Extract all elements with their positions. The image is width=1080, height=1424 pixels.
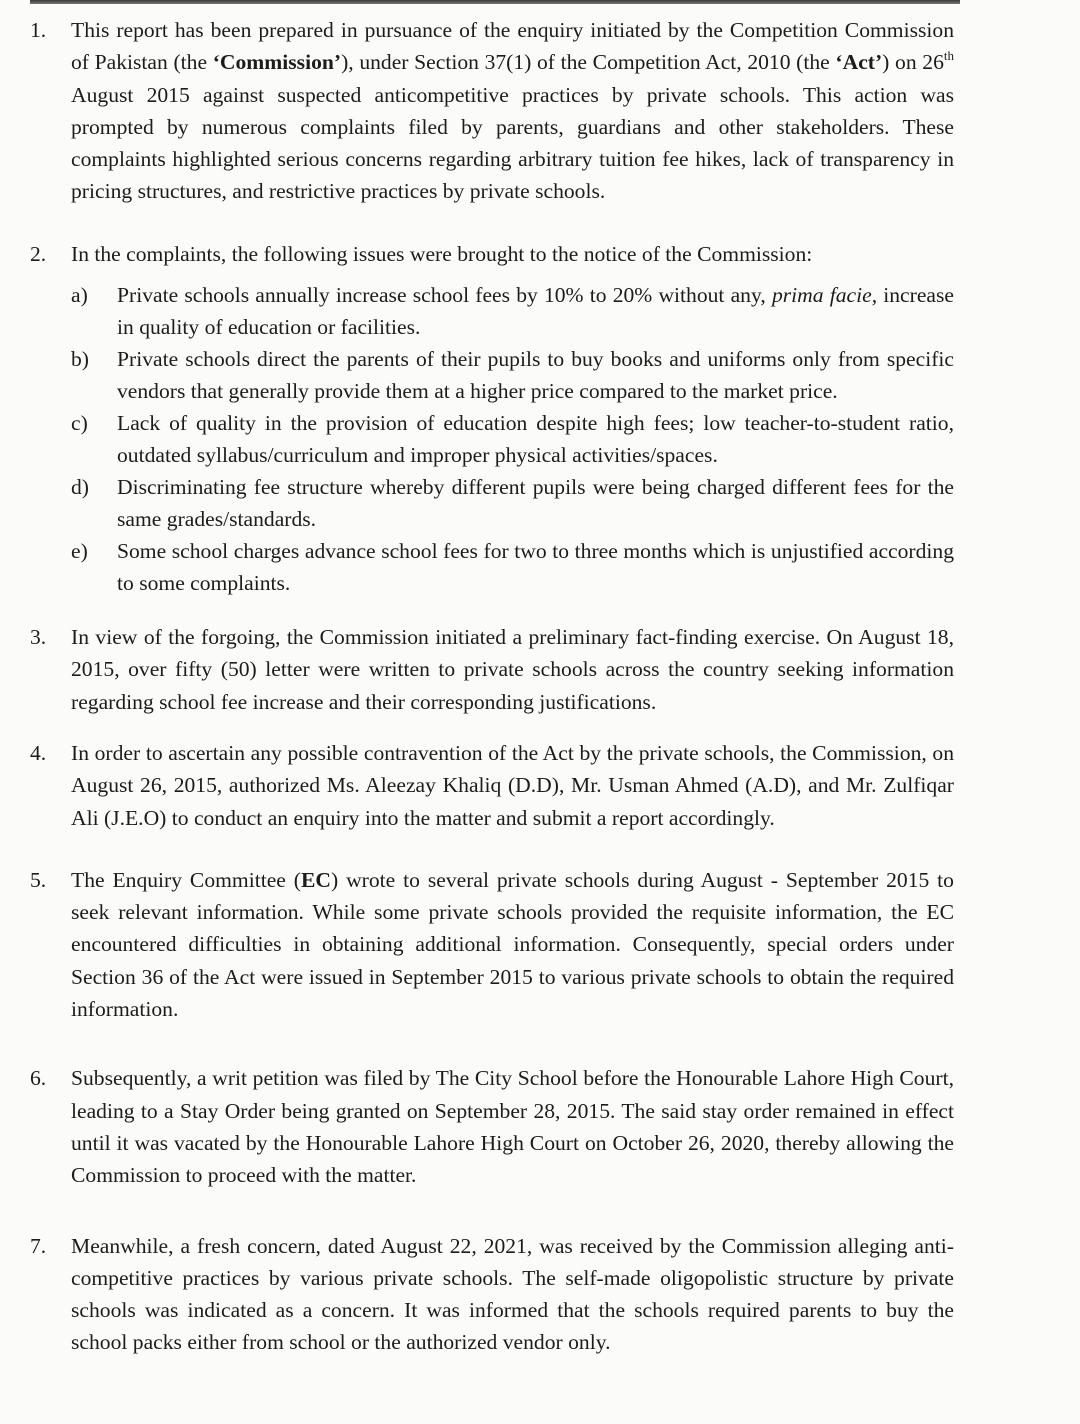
paragraph-number: 7.: [30, 1233, 47, 1258]
text-segment: ), under Section 37(1) of the Competition Act, 2010 (the: [341, 50, 836, 75]
paragraph-number: 4.: [30, 740, 47, 765]
top-border-rule: [30, 0, 960, 4]
paragraph-3: [30, 621, 954, 718]
paragraph-number: 1.: [30, 18, 47, 42]
paragraph-1: [30, 14, 954, 208]
paragraph-2: [30, 238, 954, 599]
paragraph-text: In order to ascertain any possible contravention of the Act by the private schools, the Commission, on August 26, 2015, authorized Ms. Aleezay Khaliq (D.D), Mr. Usman Ahmed (A.D), and Mr. Zulfiqar Ali (J.E.O) to conduct an enquiry into the matter and submit a report accordingly.: [71, 740, 954, 830]
text-segment: This report has been prepared in pursuance of the enquiry initiated by the Competition Commission of Pakistan (the: [71, 18, 954, 75]
paragraph-text: In view of the forgoing, the Commission initiated a preliminary fact-finding exercise. On August 18, 2015, over fifty (50) letter were written to private schools across the country seeking information regarding school fee increase and their corresponding justifications.: [71, 625, 954, 714]
text-segment: The Enquiry Committee (: [71, 867, 301, 892]
paragraph-text: [71, 14, 954, 208]
paragraph-number: 2.: [30, 241, 47, 266]
complaint-issues-list: [71, 279, 954, 599]
document-page: [30, 14, 954, 1359]
list-item: [71, 471, 954, 535]
defined-term-ec: EC: [300, 867, 331, 892]
paragraph-text: In the complaints, the following issues were brought to the notice of the Commission:: [71, 241, 813, 266]
text-segment: , increase in quality of education or facilities.: [117, 283, 954, 340]
list-item-letter: d): [71, 475, 89, 500]
defined-term-commission: ‘Commission’: [212, 50, 342, 75]
list-item-text: Discriminating fee structure whereby different pupils were being charged different fees for the same grades/standards.: [117, 475, 954, 532]
list-item-letter: e): [71, 539, 88, 564]
list-item-text: [117, 283, 954, 339]
list-item-letter: a): [71, 283, 88, 308]
paragraph-7: [30, 1230, 954, 1359]
paragraph-6: [30, 1062, 954, 1191]
list-item-text: Lack of quality in the provision of education despite high fees; low teacher-to-student ratio, outdated syllabus/curriculum and improper physical activities/spaces.: [117, 411, 954, 468]
italic-phrase: prima facie: [771, 283, 872, 308]
text-segment: Private schools annually increase school fees by 10% to 20% without any,: [117, 283, 772, 308]
list-item-text: Some school charges advance school fees for two to three months which is unjustified according to some complaints.: [117, 539, 954, 596]
list-item: [71, 279, 954, 343]
paragraph-text: Subsequently, a writ petition was filed by The City School before the Honourable Lahore High Court, leading to a Stay Order being granted on September 28, 2015. The said stay order remained in effect until it was vacated by the Honourable Lahore High Court on October 26, 2020, thereby allowing the Commission to proceed with the matter.: [71, 1066, 954, 1188]
list-item-letter: c): [71, 411, 88, 436]
text-segment: ) on 26: [882, 50, 944, 75]
list-item-letter: b): [71, 347, 89, 372]
text-segment: ) wrote to several private schools during August - September 2015 to seek relevant information. While some private schools provided the requisite information, the EC encountered difficulties in obtaining additional information. Consequently, special orders under Section 36 of the Act were issued in September 2015 to various private schools to obtain the required information.: [71, 867, 954, 1022]
text-segment: August 2015 against suspected anticompetitive practices by private schools. This action was prompted by numerous complaints filed by parents, guardians and other stakeholders. These complaints highlighted serious concerns regarding arbitrary tuition fee hikes, lack of transparency in pricing structures, and restrictive practices by private schools.: [71, 82, 954, 204]
list-item: [71, 343, 954, 407]
ordinal-superscript: th: [943, 48, 954, 64]
list-item: [71, 535, 954, 599]
list-item-text: Private schools direct the parents of their pupils to buy books and uniforms only from specific vendors that generally provide them at a higher price compared to the market price.: [117, 347, 954, 404]
paragraph-number: 3.: [30, 625, 47, 650]
paragraph-number: 6.: [30, 1066, 47, 1091]
paragraph-text: [71, 864, 954, 1025]
paragraph-text: Meanwhile, a fresh concern, dated August 22, 2021, was received by the Commission alleging anti-competitive practices by various private schools. The self-made oligopolistic structure by private schools was indicated as a concern. It was informed that the schools required parents to buy the school packs either from school or the authorized vendor only.: [71, 1233, 954, 1355]
list-item: [71, 407, 954, 471]
defined-term-act: ‘Act’: [835, 50, 883, 75]
paragraph-4: [30, 737, 954, 834]
paragraph-5: [30, 864, 954, 1025]
paragraph-number: 5.: [30, 867, 47, 892]
